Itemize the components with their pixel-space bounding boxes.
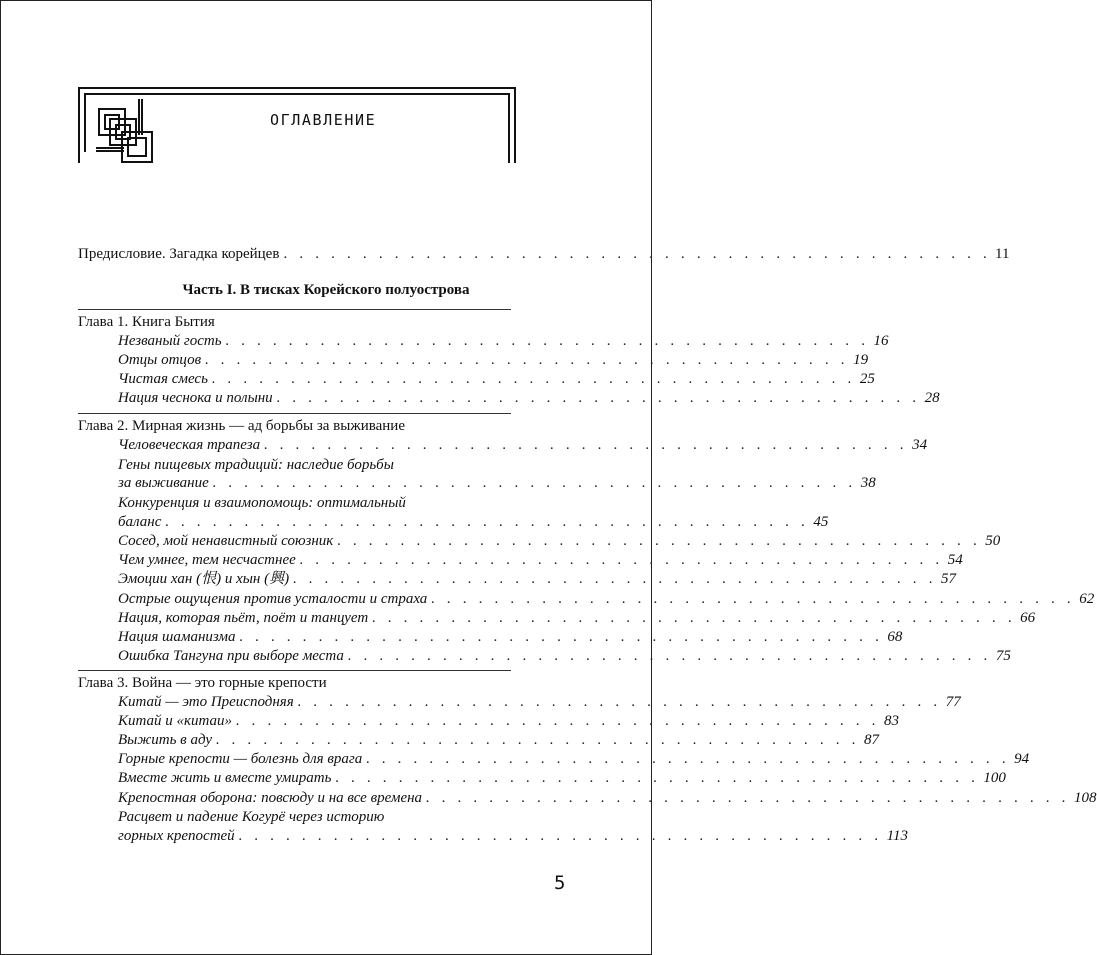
entry-title: Горные крепости — болезнь для врага — [118, 751, 363, 767]
knot-ornament-icon — [96, 99, 158, 165]
entry-page: 62 — [1079, 591, 1095, 607]
entry-page: 68 — [887, 629, 903, 645]
leader-dots: . . . . . . . . . . . . . . . . . . . . . . . . . . . . . . . . . . . . . . . . . — [297, 694, 942, 710]
entry-title: Нация, которая пьёт, поёт и танцует — [118, 610, 369, 626]
entry-page: 57 — [941, 571, 957, 587]
entry-title: Предисловие. Загадка корейцев — [78, 246, 280, 262]
entry-title: Выжить в аду — [118, 732, 212, 748]
entry-page: 83 — [883, 713, 899, 729]
frame-line — [78, 87, 80, 163]
toc-entry[interactable] — [118, 370, 875, 389]
entry-title: за выживание — [118, 475, 209, 491]
leader-dots: . . . . . . . . . . . . . . . . . . . . . . . . . . . . . . . . . . . . . . . . . — [347, 648, 992, 664]
entry-title: Эмоции хан (恨) и хын (興) — [118, 571, 290, 587]
frame-line — [84, 93, 510, 95]
toc-entry[interactable] — [118, 436, 928, 455]
chapter-title: Глава 1. Книга Бытия — [78, 314, 215, 330]
toc-entry[interactable] — [118, 570, 957, 589]
entry-page: 45 — [813, 514, 829, 530]
toc-entry[interactable] — [118, 769, 1006, 788]
leader-dots: . . . . . . . . . . . . . . . . . . . . . . . . . . . . . . . . . . . . . . . . . — [337, 533, 982, 549]
entry-title: Сосед, мой ненавистный союзник — [118, 533, 334, 549]
toc-entry[interactable] — [118, 513, 829, 532]
leader-dots: . . . . . . . . . . . . . . . . . . . . . . . . . . . . . . . . . . . . . . . . . — [335, 770, 980, 786]
leader-dots: . . . . . . . . . . . . . . . . . . . . . . . . . . . . . . . . . . . . . . . . . — [431, 591, 1076, 607]
leader-dots: . . . . . . . . . . . . . . . . . . . . . . . . . . . . . . . . . . . . . . . . . — [225, 333, 870, 349]
toc-entry[interactable] — [118, 647, 1011, 666]
leader-dots: . . . . . . . . . . . . . . . . . . . . . . . . . . . . . . . . . . . . . . . . . — [238, 828, 883, 844]
leader-dots: . . . . . . . . . . . . . . . . . . . . . . . . . . . . . . . . . . . . . . . . . — [264, 437, 909, 453]
section-divider — [78, 309, 511, 310]
entry-title: Китай и «китаи» — [118, 713, 233, 729]
entry-page: 34 — [912, 437, 928, 453]
toc-entry[interactable] — [118, 750, 1030, 769]
toc-entry[interactable] — [118, 693, 961, 712]
entry-title: Острые ощущения против усталости и страха — [118, 591, 428, 607]
entry-page: 16 — [873, 333, 889, 349]
toc-entry-preface[interactable] — [78, 245, 1010, 264]
entry-title: Отцы отцов — [118, 352, 202, 368]
entry-page: 28 — [924, 390, 940, 406]
leader-dots: . . . . . . . . . . . . . . . . . . . . . . . . . . . . . . . . . . . . . . . . . — [293, 571, 938, 587]
entry-page: 94 — [1014, 751, 1030, 767]
leader-dots: . . . . . . . . . . . . . . . . . . . . . . . . . . . . . . . . . . . . . . . . . — [426, 790, 1070, 806]
leader-dots: . . . . . . . . . . . . . . . . . . . . . . . . . . . . . . . . . . . . . . . . . — [236, 713, 880, 729]
entry-title: горных крепостей — [118, 828, 235, 844]
leader-dots: . . . . . . . . . . . . . . . . . . . . . . . . . . . . . . . . . . . . . . . . . — [372, 610, 1017, 626]
toc-entry[interactable] — [118, 532, 1001, 551]
frame-line — [514, 87, 516, 163]
entry-title: Чистая смесь — [118, 371, 208, 387]
toc-entry[interactable] — [118, 827, 909, 846]
toc-heading: ОГЛАВЛЕНИЕ — [270, 111, 377, 129]
page-number: 5 — [554, 872, 566, 894]
part-title: Часть I. В тисках Корейского полуострова — [182, 282, 470, 298]
frame-line — [84, 93, 86, 152]
entry-page: 100 — [983, 770, 1006, 786]
entry-page: 87 — [863, 732, 879, 748]
toc-entry[interactable] — [118, 351, 869, 370]
entry-title: Нация чеснока и полыни — [118, 390, 273, 406]
entry-title: Нация шаманизма — [118, 629, 236, 645]
leader-dots: . . . . . . . . . . . . . . . . . . . . . . . . . . . . . . . . . . . . . . . . . — [366, 751, 1011, 767]
entry-title: Вместе жить и вместе умирать — [118, 770, 332, 786]
leader-dots: . . . . . . . . . . . . . . . . . . . . . . . . . . . . . . . . . . . . . . . . . . . . . — [283, 246, 991, 262]
toc-entry[interactable] — [118, 628, 903, 647]
leader-dots: . . . . . . . . . . . . . . . . . . . . . . . . . . . . . . . . . . . . . . . . . — [299, 552, 944, 568]
toc-entry[interactable] — [118, 474, 876, 493]
entry-page: 25 — [859, 371, 875, 387]
chapter-title: Глава 2. Мирная жизнь — ад борьбы за выживание — [78, 418, 405, 434]
toc-entry[interactable] — [118, 389, 940, 408]
leader-dots: . . . . . . . . . . . . . . . . . . . . . . . . . . . . . . . . . . . . . . . . . — [205, 352, 850, 368]
leader-dots: . . . . . . . . . . . . . . . . . . . . . . . . . . . . . . . . . . . . . . . . . — [165, 514, 810, 530]
entry-page: 50 — [985, 533, 1001, 549]
toc-entry[interactable] — [118, 731, 879, 750]
section-divider — [78, 670, 511, 671]
leader-dots: . . . . . . . . . . . . . . . . . . . . . . . . . . . . . . . . . . . . . . . . . — [276, 390, 921, 406]
entry-page: 108 — [1074, 790, 1097, 806]
entry-title: Китай — это Преисподняя — [118, 694, 294, 710]
entry-page: 54 — [947, 552, 963, 568]
entry-title: Крепостная оборона: повсюду и на все времена — [118, 790, 423, 806]
leader-dots: . . . . . . . . . . . . . . . . . . . . . . . . . . . . . . . . . . . . . . . . . — [212, 475, 857, 491]
toc-entry[interactable] — [118, 609, 1036, 628]
section-divider — [78, 413, 511, 414]
toc-entry[interactable] — [118, 712, 899, 731]
toc-entry[interactable] — [118, 590, 1095, 609]
entry-title-line1: Гены пищевых традиций: наследие борьбы — [118, 457, 394, 473]
entry-title: Незваный гость — [118, 333, 222, 349]
entry-page: 11 — [995, 246, 1010, 262]
toc-entry[interactable] — [118, 332, 889, 351]
entry-page: 77 — [945, 694, 961, 710]
leader-dots: . . . . . . . . . . . . . . . . . . . . . . . . . . . . . . . . . . . . . . . . . — [211, 371, 856, 387]
leader-dots: . . . . . . . . . . . . . . . . . . . . . . . . . . . . . . . . . . . . . . . . . — [239, 629, 884, 645]
chapter-title: Глава 3. Война — это горные крепости — [78, 675, 327, 691]
frame-line — [508, 93, 510, 163]
entry-title: Ошибка Тангуна при выборе места — [118, 648, 344, 664]
entry-page: 113 — [886, 828, 909, 844]
entry-title-line1: Конкуренция и взаимопомощь: оптимальный — [118, 495, 406, 511]
entry-page: 38 — [860, 475, 876, 491]
toc-entry[interactable] — [118, 551, 963, 570]
frame-line — [78, 87, 516, 89]
entry-page: 75 — [995, 648, 1011, 664]
leader-dots: . . . . . . . . . . . . . . . . . . . . . . . . . . . . . . . . . . . . . . . . . — [216, 732, 860, 748]
toc-entry[interactable] — [118, 789, 1097, 808]
entry-page: 66 — [1020, 610, 1036, 626]
entry-title-line1: Расцвет и падение Когурё через историю — [118, 809, 385, 825]
entry-page: 19 — [853, 352, 869, 368]
entry-title: Человеческая трапеза — [118, 437, 261, 453]
entry-title: баланс — [118, 514, 162, 530]
entry-title: Чем умнее, тем несчастнее — [118, 552, 296, 568]
